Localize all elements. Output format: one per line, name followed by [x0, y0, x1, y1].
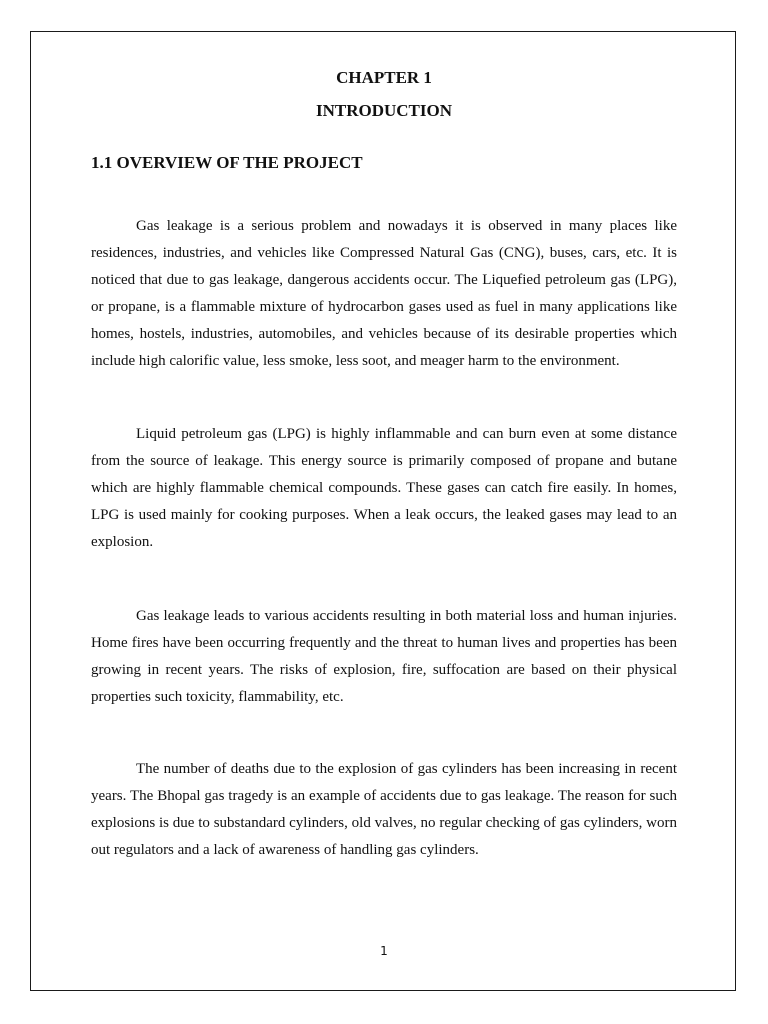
- body-paragraph: The number of deaths due to the explosion of gas cylinders has been increasing in recent years. The Bhopal gas tragedy is an example of accidents due to gas leakage. The reason for such explosions is due to substandard cylinders, old valves, no regular checking of gas cylinders, worn out regulators and a lack of awareness of handling gas cylinders.: [91, 761, 677, 858]
- page-number: 1: [380, 944, 388, 958]
- body-paragraph: Gas leakage leads to various accidents resulting in both material loss and human injuries. Home fires have been occurring frequently and the threat to human lives and properties has been growing in recent years. The risks of explosion, fire, suffocation are based on their physical properties such toxicity, flammability, etc.: [91, 608, 677, 705]
- chapter-number: CHAPTER 1: [336, 68, 432, 87]
- chapter-title: INTRODUCTION: [315, 101, 453, 120]
- section-heading: 1.1 OVERVIEW OF THE PROJECT: [91, 153, 363, 172]
- body-paragraph: Gas leakage is a serious problem and nowadays it is observed in many places like residences, industries, and vehicles like Compressed Natural Gas (CNG), buses, cars, etc. It is noticed that due to gas leakage, dangerous accidents occur. The Liquefied petroleum gas (LPG), or propane, is a flammable mixture of hydrocarbon gases used as fuel in many applications like homes, hostels, industries, automobiles, and vehicles because of its desirable properties which include high calorific value, less smoke, less soot, and meager harm to the environment.: [91, 218, 677, 369]
- body-paragraph: Liquid petroleum gas (LPG) is highly inflammable and can burn even at some distance from the source of leakage. This energy source is primarily composed of propane and butane which are highly flammable chemical compounds. These gases can catch fire easily. In homes, LPG is used mainly for cooking purposes. When a leak occurs, the leaked gases may lead to an explosion.: [91, 426, 677, 550]
